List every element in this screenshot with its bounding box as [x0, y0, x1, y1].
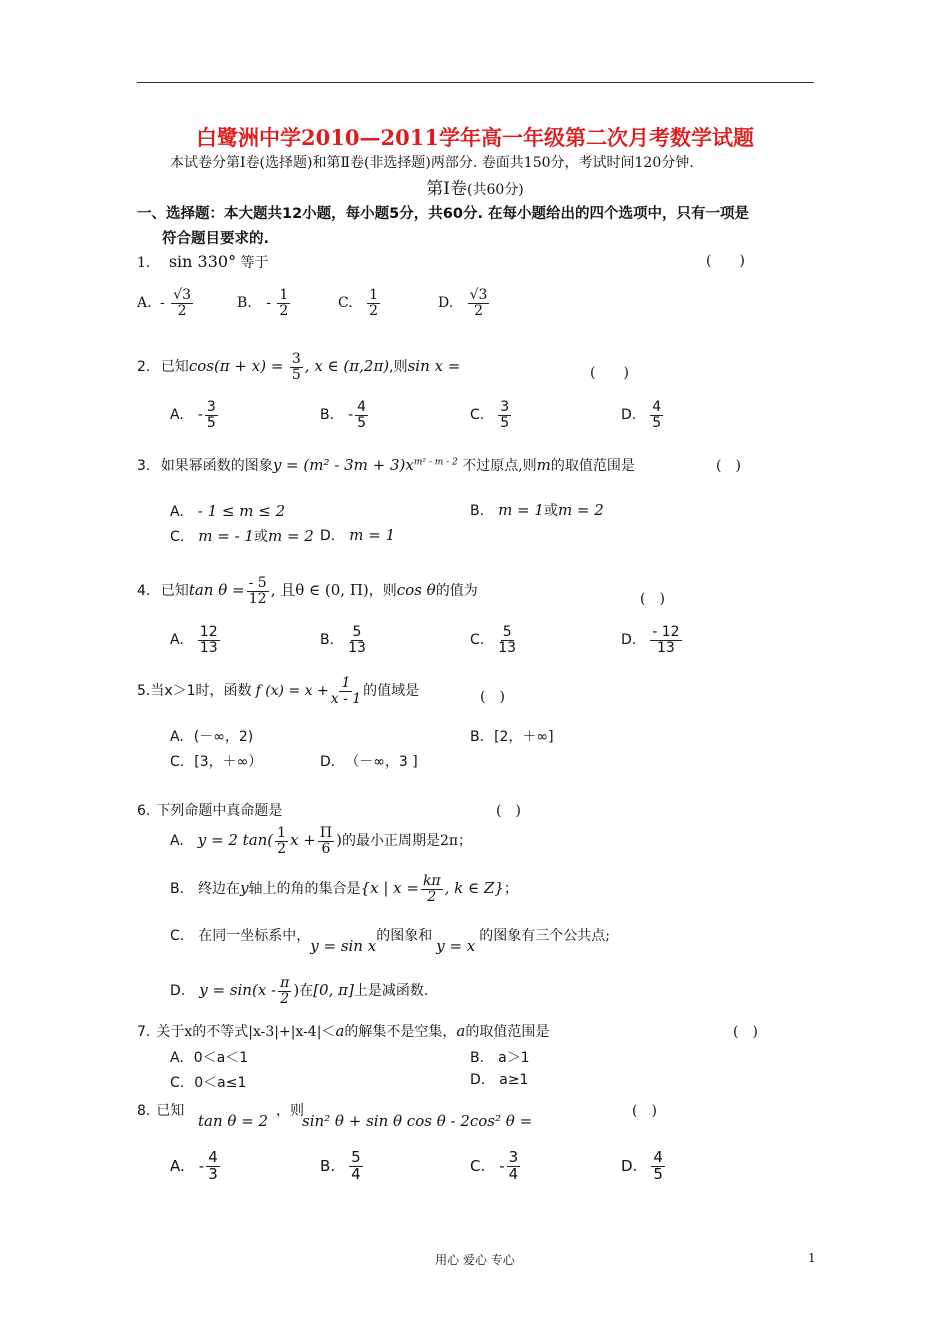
q3-option-d-expression: m = 1	[349, 526, 396, 544]
q3-option-a-expression: - 1 ≤ m ≤ 2	[197, 502, 286, 520]
q3-number: 3.	[137, 458, 151, 474]
header-rule	[137, 82, 814, 83]
q8-option-c	[470, 1150, 522, 1183]
q3-option-d	[320, 526, 395, 544]
q6-stem	[137, 800, 282, 820]
q1-option-c-fraction	[367, 288, 380, 318]
q4-option-b-label: B.	[320, 632, 335, 649]
q4-stem	[137, 576, 478, 606]
q7-stem	[137, 1021, 549, 1041]
q5-fraction	[331, 676, 361, 706]
q7-option-c	[170, 1072, 246, 1092]
q8-option-a-fraction	[206, 1150, 220, 1183]
q5-option-c-value: [3，＋∞）	[194, 754, 263, 770]
q5-option-d-label: D.	[320, 754, 336, 770]
q2-stem	[137, 352, 460, 382]
q8-option-b-fraction	[349, 1150, 363, 1183]
q7-option-d	[470, 1072, 528, 1088]
q4-post: 的值为	[435, 583, 478, 600]
q7-text-2: 的解集不是空集，	[344, 1024, 457, 1040]
q4-number: 4.	[137, 583, 151, 600]
q6-option-c-text-1: 在同一坐标系中，	[198, 928, 311, 944]
q4-expression-2: , 且θ ∈ (0, Π)	[270, 581, 369, 600]
q5-option-c	[170, 751, 262, 771]
q2-option-d	[621, 400, 665, 430]
page-title: 白鹭洲中学2010—2011学年高一年级第二次月考数学试题	[196, 125, 754, 150]
q3-option-b	[470, 500, 604, 520]
q1-option-b	[237, 288, 292, 318]
q8-option-b-numerator: 5	[351, 1148, 361, 1166]
q1-option-b-sign: -	[266, 295, 271, 312]
q1-option-a	[137, 288, 195, 318]
q7-option-c-label: C.	[170, 1075, 185, 1091]
q1-option-a-denominator: 2	[177, 302, 187, 319]
q6-option-a-text: 的最小正周期是2π；	[341, 833, 473, 850]
q6-option-a-expression-3: )	[336, 831, 342, 850]
q5-option-a-value: (－∞，2)	[193, 729, 254, 745]
q4-option-a	[170, 625, 222, 655]
section-heading: 一、选择题：本大题共12小题，每小题5分，共60分. 在每小题给出的四个选项中，只有一项是	[137, 206, 749, 222]
q6-text: 下列命题中真命题是	[156, 803, 283, 819]
q4-option-c-label: C.	[470, 632, 485, 649]
page-footer: 用心 爱心 专心	[435, 1253, 515, 1267]
q3-option-c-or: 或	[253, 529, 268, 545]
q5-answer-bracket: ( )	[480, 689, 505, 705]
q7-text-3: 的取值范围是	[465, 1024, 550, 1040]
q1-option-d-denominator: 2	[474, 302, 484, 319]
q3-option-c-label: C.	[170, 529, 185, 545]
q8-expression-2: sin² θ + sin θ cos θ - 2cos² θ =	[302, 1112, 533, 1130]
q4-fraction-denominator: 12	[248, 590, 267, 607]
q1-option-c-label: C.	[338, 295, 353, 312]
q2-pre: 已知	[160, 359, 189, 376]
q1-option-d	[438, 288, 491, 318]
q8-option-a	[170, 1150, 222, 1183]
q4-pre: 已知	[160, 583, 189, 600]
q2-option-a-numerator: 3	[206, 399, 216, 415]
q8-option-c-sign: -	[499, 1156, 505, 1175]
q2-option-b-denominator: 5	[357, 414, 367, 431]
q3-variable: m	[536, 456, 551, 474]
q5-option-d	[320, 751, 418, 771]
q6-option-a-fraction-2-numerator: Π	[319, 825, 333, 841]
q8-mid: ，则	[276, 1103, 304, 1119]
volume-title: 第Ⅰ卷	[426, 179, 467, 199]
volume-score: (共60分)	[466, 182, 524, 198]
q2-option-a-sign: -	[197, 407, 203, 424]
q6-option-d-expression-2: )	[293, 981, 300, 1000]
q5-fraction-denominator: x - 1	[330, 690, 362, 707]
q6-option-c	[170, 925, 610, 955]
q4-option-c-numerator: 5	[502, 624, 512, 640]
q2-option-b-numerator: 4	[357, 399, 367, 415]
q1-option-a-label: A.	[137, 295, 152, 312]
q1-option-a-fraction	[171, 288, 193, 318]
q6-option-b-text-2: 轴上的角的集合是	[248, 881, 361, 898]
q2-option-b-sign: -	[348, 407, 354, 424]
q1-option-c	[338, 288, 382, 318]
q3-expression: y = (m² - 3m + 3)x	[272, 456, 414, 474]
q2-expression-1: cos(π + x) =	[188, 357, 284, 376]
q7-answer-bracket: ( )	[733, 1024, 758, 1040]
q5-option-a-label: A.	[170, 729, 184, 745]
q4-option-c-denominator: 13	[498, 639, 517, 656]
q6-option-a-expression-1: y = 2 tan(	[197, 831, 274, 850]
q7-option-a	[170, 1047, 248, 1067]
q4-option-b-numerator: 5	[352, 624, 362, 640]
q4-option-b-fraction	[348, 625, 366, 655]
page-number: 1	[808, 1251, 816, 1265]
q3-exponent: m² - m - 2	[413, 457, 458, 468]
q1-option-b-denominator: 2	[279, 302, 289, 319]
q7-variable: a	[335, 1022, 345, 1040]
q1-option-d-fraction	[468, 288, 490, 318]
q6-option-d-expression-3: [0, π]	[313, 981, 354, 1000]
q3-option-a	[170, 502, 285, 520]
q8-option-a-denominator: 3	[208, 1164, 218, 1183]
q4-expression-3: cos θ	[396, 581, 436, 600]
q6-option-b-expression-1: {x | x =	[360, 879, 419, 898]
q6-option-b	[170, 874, 518, 904]
q6-option-d-expression-1: y = sin(x -	[199, 981, 277, 1000]
q3-option-b-label: B.	[470, 503, 485, 519]
q4-option-d-numerator: - 12	[652, 624, 680, 640]
q2-fraction-numerator: 3	[291, 351, 301, 367]
q1-option-c-numerator: 1	[369, 287, 379, 303]
q2-number: 2.	[137, 359, 151, 376]
q6-option-a	[170, 826, 472, 856]
q2-option-d-fraction	[650, 400, 663, 430]
q8-option-a-numerator: 4	[208, 1148, 218, 1166]
q8-option-d-label: D.	[621, 1156, 638, 1175]
q4-fraction-numerator: - 5	[248, 575, 267, 591]
q2-option-c-denominator: 5	[500, 414, 510, 431]
q6-option-c-text-3: 的图象有三个公共点;	[479, 928, 610, 944]
q8-option-c-fraction	[507, 1150, 521, 1183]
q7-text-1: 关于x的不等式|x-3|+|x-4|＜	[156, 1024, 336, 1040]
q4-mid: ，则	[368, 583, 397, 600]
q6-option-d-label: D.	[170, 983, 186, 1000]
q1-expression: sin 330°	[168, 252, 237, 271]
q4-option-b	[320, 625, 368, 655]
q5-option-a	[170, 726, 253, 746]
q3-answer-bracket: ( )	[716, 458, 741, 474]
q6-option-a-fraction-1-denominator: 2	[277, 840, 287, 857]
q8-option-d-denominator: 5	[653, 1164, 663, 1183]
q1-number: 1.	[137, 255, 151, 271]
q8-option-a-label: A.	[170, 1156, 185, 1175]
q2-fraction	[290, 352, 303, 382]
q8-number: 8.	[137, 1103, 151, 1119]
q6-option-a-fraction-1-numerator: 1	[277, 825, 287, 841]
q2-fraction-denominator: 5	[291, 366, 301, 383]
q7-number: 7.	[137, 1024, 151, 1040]
q3-pre: 如果幂函数的图象	[160, 458, 273, 474]
q7-option-a-label: A.	[170, 1050, 184, 1066]
q5-option-d-value: （－∞，3 ]	[345, 754, 418, 770]
q3-option-b-or: 或	[543, 503, 558, 519]
q6-option-b-fraction-numerator: kπ	[422, 873, 441, 889]
q7-variable-2: a	[456, 1022, 466, 1040]
q5-option-c-label: C.	[170, 754, 185, 770]
q1-option-c-denominator: 2	[369, 302, 379, 319]
q7-option-d-value: a≥1	[499, 1072, 529, 1088]
q2-option-b-label: B.	[320, 407, 335, 424]
q4-option-d	[621, 625, 684, 655]
q6-option-b-fraction	[421, 874, 443, 904]
q6-option-a-expression-2: x +	[290, 831, 316, 850]
section-heading-cont: 符合题目要求的.	[162, 231, 270, 247]
q4-option-a-numerator: 12	[199, 624, 218, 640]
q8-option-c-numerator: 3	[508, 1148, 519, 1166]
q2-option-a-label: A.	[170, 407, 184, 424]
q5-pre: 当x＞1时，函数	[150, 683, 252, 700]
q2-option-a-fraction	[205, 400, 218, 430]
q3-mid: 不过原点,则	[462, 458, 537, 474]
q7-option-a-value: 0＜a＜1	[193, 1050, 249, 1066]
q5-option-b	[470, 726, 554, 746]
q4-option-c-fraction	[498, 625, 516, 655]
q2-expression-3: sin x =	[407, 357, 461, 376]
q3-post: 的取值范围是	[550, 458, 635, 474]
q8-option-d-fraction	[651, 1150, 665, 1183]
q6-option-b-text-1: 终边在	[198, 881, 241, 898]
q8-option-b	[320, 1150, 365, 1183]
q5-number: 5.	[137, 683, 151, 700]
q8-answer-bracket: ( )	[632, 1103, 657, 1119]
q1-stem	[137, 252, 269, 272]
q2-option-c-label: C.	[470, 407, 485, 424]
q3-option-c	[170, 526, 314, 546]
q6-option-d-text-2: 上是减函数.	[353, 983, 429, 1000]
q8-option-b-denominator: 4	[351, 1164, 361, 1183]
q5-post: 的值域是	[363, 683, 420, 700]
q6-option-a-label: A.	[170, 833, 184, 850]
q1-option-b-numerator: 1	[279, 287, 289, 303]
q6-option-b-expression-2: , k ∈ Z}	[444, 879, 504, 898]
q1-option-a-sign: -	[160, 295, 165, 312]
q8-option-c-denominator: 4	[508, 1164, 519, 1183]
q6-answer-bracket: ( )	[496, 803, 521, 819]
q6-option-c-text-2: 的图象和	[376, 928, 433, 944]
q6-option-a-fraction-2	[318, 826, 334, 856]
q2-option-a	[170, 400, 220, 430]
q2-option-d-label: D.	[621, 407, 637, 424]
q5-option-b-value: [2，＋∞]	[494, 729, 554, 745]
q5-expression: f (x) = x +	[255, 683, 329, 700]
q4-option-a-denominator: 13	[199, 639, 218, 656]
q8-option-a-sign: -	[198, 1156, 205, 1175]
q4-option-d-denominator: 13	[656, 639, 675, 656]
q7-option-b-value: a＞1	[498, 1050, 530, 1066]
q6-option-b-fraction-denominator: 2	[427, 888, 437, 905]
q4-option-d-fraction	[650, 625, 681, 655]
q1-option-a-numerator: √3	[173, 287, 192, 303]
q6-option-b-label: B.	[170, 881, 185, 898]
q2-expression-2: , x ∈ (π,2π)	[304, 357, 390, 376]
q2-option-c	[470, 400, 513, 430]
q6-option-d-text-1: 在	[299, 983, 314, 1000]
q8-stem	[137, 1100, 184, 1120]
q4-expression-1: tan θ =	[188, 581, 245, 600]
q2-option-b-fraction	[355, 400, 368, 430]
q1-text: 等于	[240, 255, 269, 271]
q8-option-d-numerator: 4	[653, 1148, 663, 1166]
q6-number: 6.	[137, 803, 151, 819]
q5-option-b-label: B.	[470, 729, 485, 745]
q4-option-a-label: A.	[170, 632, 184, 649]
q3-option-b-expression-2: m = 2	[557, 501, 604, 519]
q6-option-c-label: C.	[170, 928, 185, 944]
q8-option-d	[621, 1150, 667, 1183]
q8-pre: 已知	[156, 1103, 185, 1119]
q6-option-d-fraction-numerator: π	[280, 975, 290, 991]
q8-option-c-label: C.	[470, 1156, 486, 1175]
q6-option-c-expression-2: y = x	[436, 937, 476, 955]
q2-option-d-denominator: 5	[652, 414, 662, 431]
q6-option-a-fraction-2-denominator: 6	[321, 840, 331, 857]
q3-option-a-label: A.	[170, 504, 184, 520]
q5-fraction-numerator: 1	[341, 675, 351, 691]
q3-option-c-expression-1: m = - 1	[198, 527, 254, 545]
q6-option-d	[170, 976, 428, 1006]
q6-option-b-end: ；	[503, 881, 518, 898]
q3-stem	[137, 455, 635, 475]
q1-option-d-label: D.	[438, 295, 454, 312]
q3-option-c-expression-2: m = 2	[267, 527, 314, 545]
q6-option-a-fraction-1	[275, 826, 288, 856]
q8-option-b-label: B.	[320, 1156, 336, 1175]
q1-option-b-label: B.	[237, 295, 252, 312]
q6-option-d-fraction-denominator: 2	[280, 990, 290, 1007]
q6-option-c-expression-1: y = sin x	[310, 937, 377, 955]
q7-option-b	[470, 1047, 530, 1067]
q2-option-c-numerator: 3	[500, 399, 510, 415]
q4-fraction	[247, 576, 269, 606]
q1-answer-bracket: ( )	[706, 253, 745, 269]
volume-heading	[0, 174, 950, 199]
q2-answer-bracket: ( )	[590, 365, 629, 381]
q6-option-b-variable: y	[240, 879, 249, 898]
q3-option-b-expression-1: m = 1	[498, 501, 544, 519]
q8-expression-1: tan θ = 2	[198, 1112, 269, 1130]
q7-option-b-label: B.	[470, 1050, 485, 1066]
q1-option-b-fraction	[277, 288, 290, 318]
q5-stem	[137, 676, 419, 706]
q2-option-c-fraction	[498, 400, 511, 430]
q2-mid: ,则	[389, 359, 408, 376]
q4-option-c	[470, 625, 518, 655]
q2-option-a-denominator: 5	[206, 414, 216, 431]
q7-option-d-label: D.	[470, 1072, 486, 1088]
q2-option-b	[320, 400, 370, 430]
q4-option-a-fraction	[198, 625, 220, 655]
q4-option-b-denominator: 13	[348, 639, 366, 656]
intro-text: 本试卷分第Ⅰ卷(选择题)和第Ⅱ卷(非选择题)两部分. 卷面共150分，考试时间120分钟.	[170, 155, 694, 171]
q4-answer-bracket: ( )	[640, 591, 665, 607]
q2-option-d-numerator: 4	[652, 399, 662, 415]
q6-option-d-fraction	[278, 976, 291, 1006]
q7-option-c-value: 0＜a≤1	[194, 1075, 247, 1091]
q1-option-d-numerator: √3	[469, 287, 488, 303]
q4-option-d-label: D.	[621, 632, 637, 649]
q3-option-d-label: D.	[320, 528, 336, 544]
